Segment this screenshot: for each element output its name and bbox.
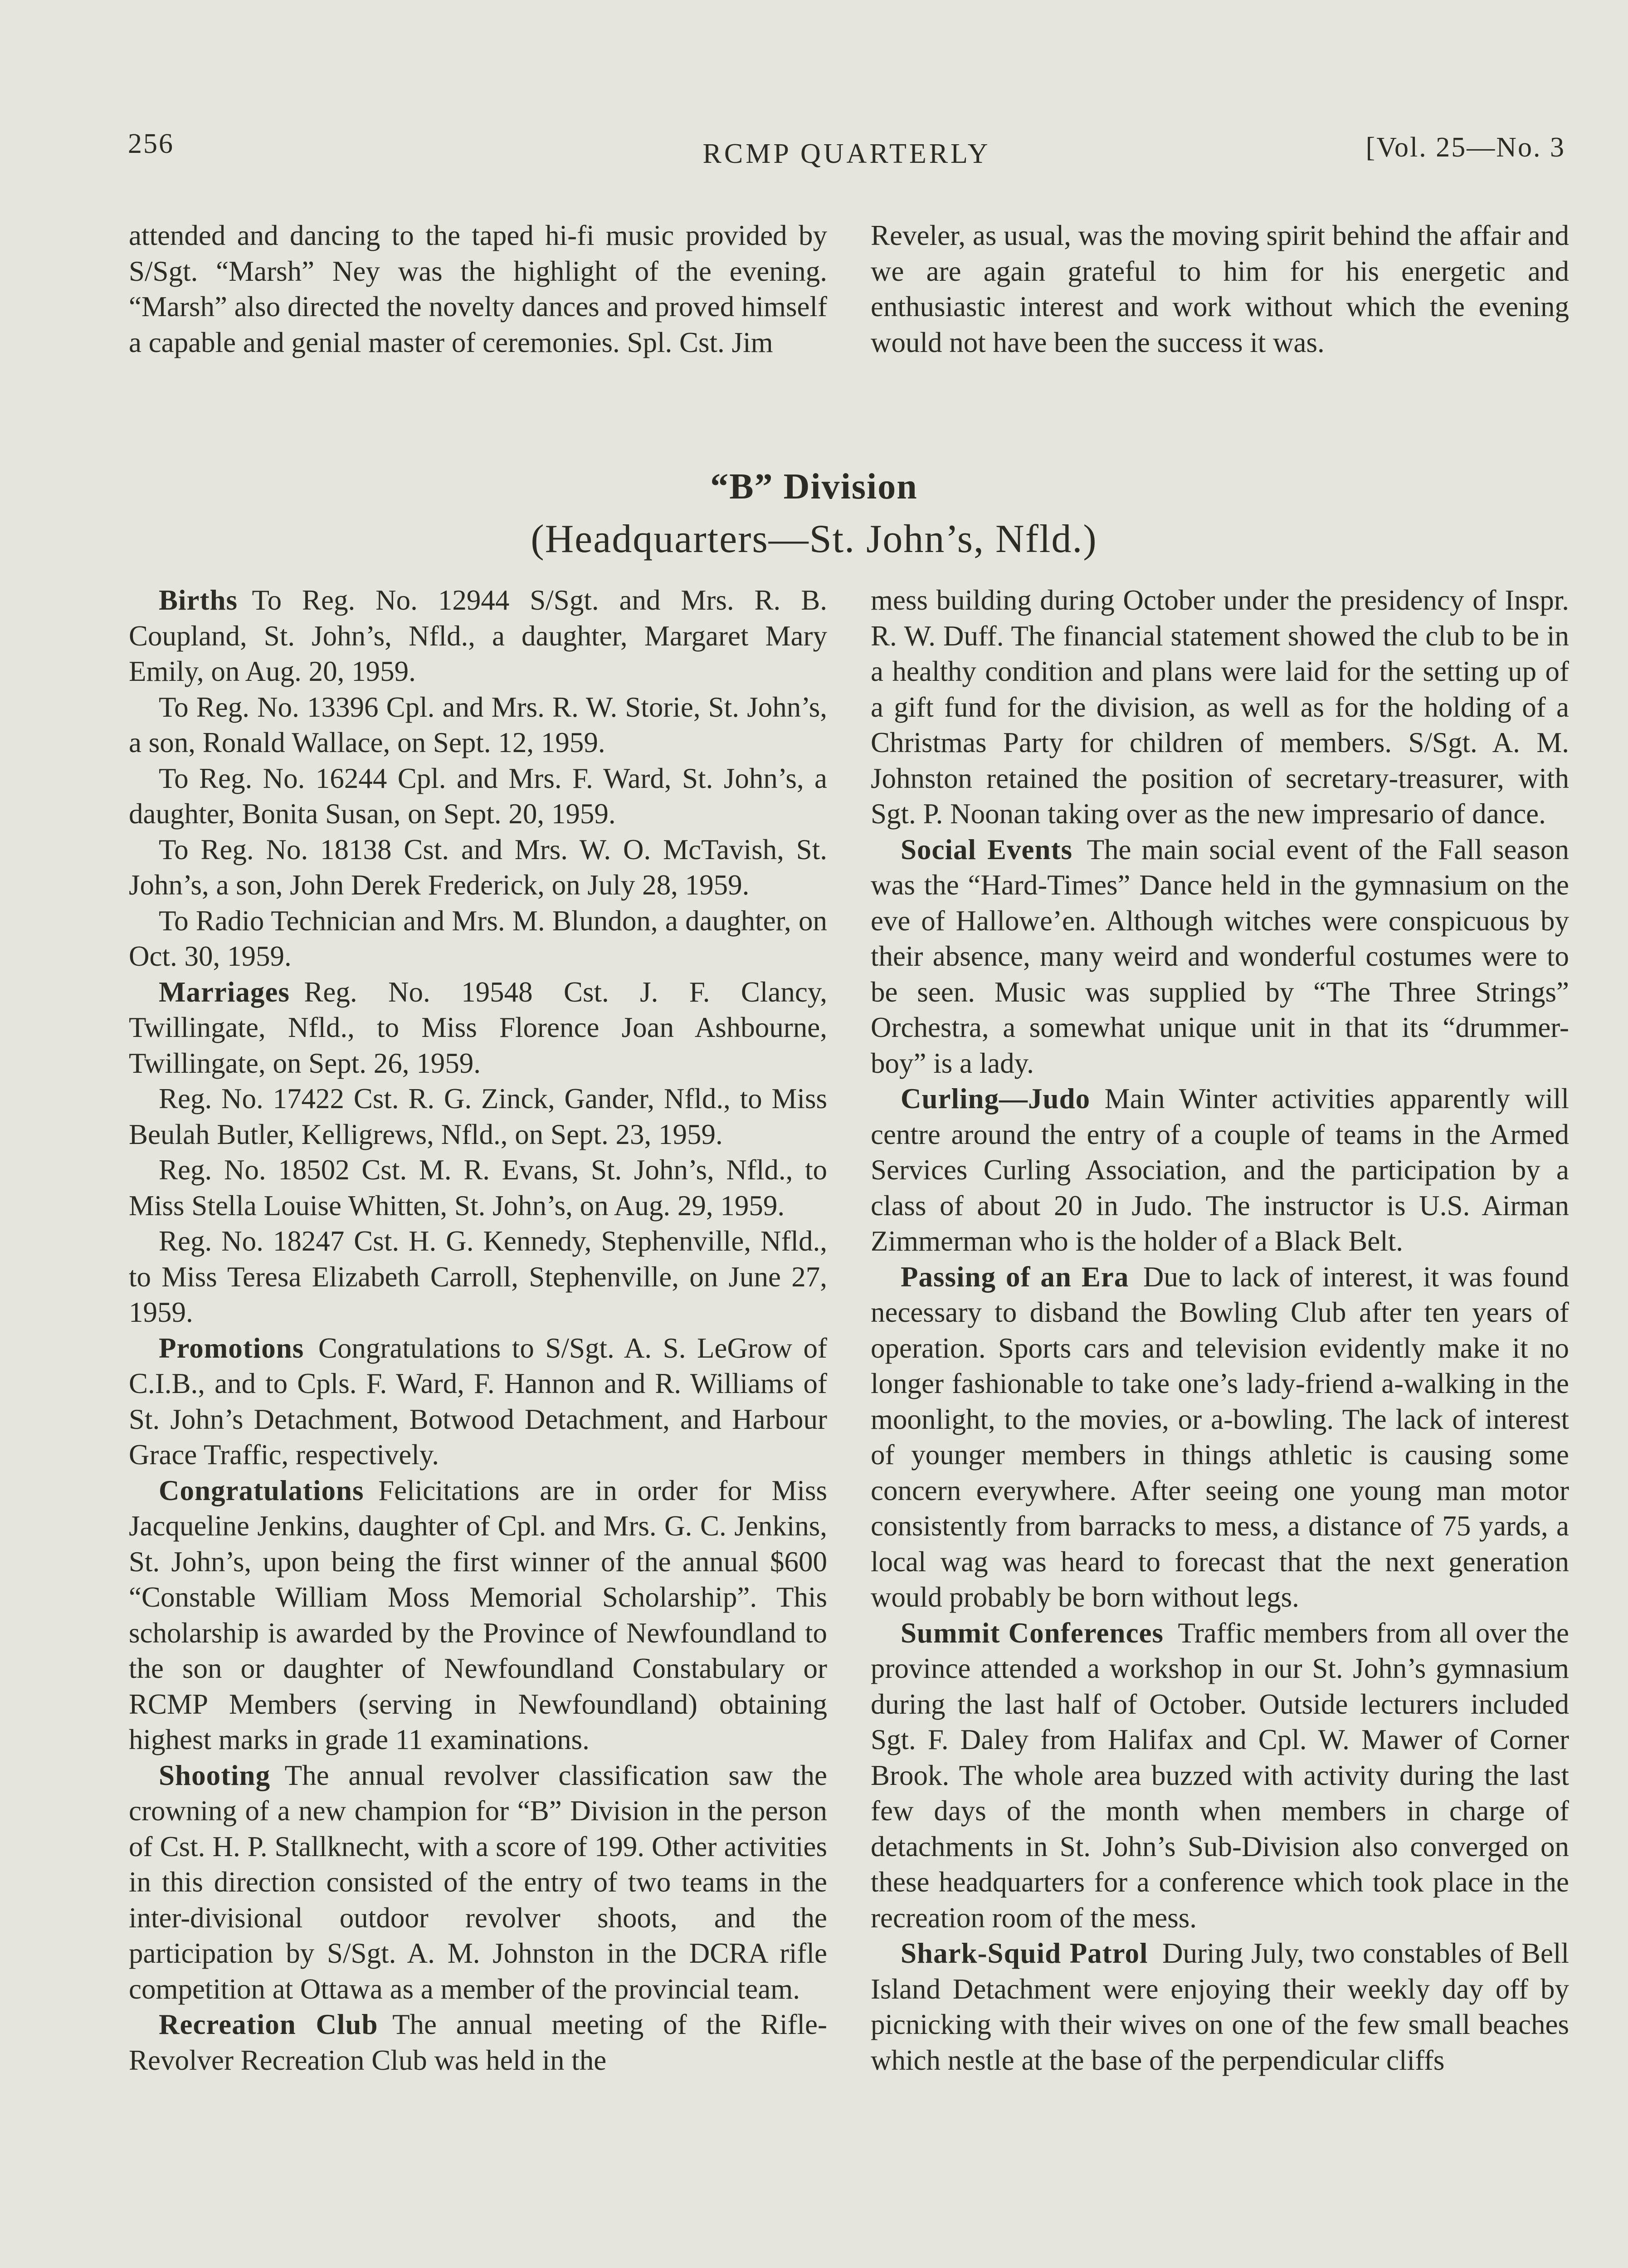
paragraph <box>129 1330 827 1473</box>
division-title: “B” Division <box>710 467 918 507</box>
paragraph-text: Congratulations to S/Sgt. A. S. LeGrow of C.I.B., and to Cpls. F. Ward, F. Hannon and R. Williams of St. John’s Detachment, Botwood Detachment, and Harbour Grace Traffic, respectively. <box>129 1332 827 1471</box>
paragraph-lead: Social Events <box>901 833 1072 865</box>
paragraph <box>129 974 827 1081</box>
paragraph-lead: Shooting <box>159 1759 271 1791</box>
paragraph <box>871 1259 1569 1615</box>
paragraph-lead: Shark-Squid Patrol <box>901 1937 1148 1969</box>
left-column <box>129 582 827 2078</box>
paragraph-text: The main social event of the Fall season was the “Hard-Times” Dance held in the gymnasium on the eve of Hallowe’en. Although witches were conspicuous by their absence, many weird and wonderful costumes were to be seen. Music was supplied by “The Three Strings” Orchestra, a somewhat unique unit in that its “drummer-boy” is a lady. <box>871 833 1569 1079</box>
paragraph <box>129 761 827 832</box>
paragraph <box>129 832 827 903</box>
paragraph-text: mess building during October under the presidency of Inspr. R. W. Duff. The financial statement showed the club to be in a healthy condition and plans were laid for the setting up of a gift fund for the division, as well as for the holding of a Christmas Party for children of members. S/Sgt. A. M. Johnston retained the position of secretary-treasurer, with Sgt. P. Noonan taking over as the new impresario of dance. <box>871 584 1569 830</box>
right-column <box>871 582 1569 2078</box>
paragraph-text: Reg. No. 18502 Cst. M. R. Evans, St. John’s, Nfld., to Miss Stella Louise Whitten, St. John’s, on Aug. 29, 1959. <box>129 1154 827 1222</box>
paragraph <box>129 689 827 761</box>
paragraph-text: Felicitations are in order for Miss Jacqueline Jenkins, daughter of Cpl. and Mrs. G. C. Jenkins, St. John’s, upon being the first winner of the annual $600 “Constable William Moss Memorial Scholarship”. This scholarship is awarded by the Province of Newfoundland to the son or daughter of Newfoundland Constabulary or RCMP Members (serving in Newfoundland) obtaining highest marks in grade 11 examinations. <box>129 1474 827 1755</box>
paragraph <box>871 1081 1569 1259</box>
paragraph-text: Traffic members from all over the province attended a workshop in our St. John’s gymnasium during the last half of October. Outside lecturers included Sgt. F. Daley from Halifax and Cpl. W. Mawer of Corner Brook. The whole area buzzed with activity during the last few days of the month when members in charge of detachments in St. John’s Sub-Division also converged on these headquarters for a conference which took place in the recreation room of the mess. <box>871 1617 1569 1934</box>
journal-title: RCMP QUARTERLY <box>702 138 991 169</box>
page-number: 256 <box>128 128 174 159</box>
paragraph-text: Reg. No. 17422 Cst. R. G. Zinck, Gander, Nfld., to Miss Beulah Butler, Kelligrews, Nfld., on Sept. 23, 1959. <box>129 1083 827 1150</box>
paragraph-text: During July, two constables of Bell Island Detachment were enjoying their weekly day off by picnicking with their wives on one of the few small beaches which nestle at the base of the perpendicular cliffs <box>871 1937 1570 2076</box>
running-head <box>128 128 1565 169</box>
paragraph <box>129 1758 827 2007</box>
paragraph <box>129 582 827 689</box>
paragraph-text: To Reg. No. 13396 Cpl. and Mrs. R. W. Storie, St. John’s, a son, Ronald Wallace, on Sept. 12, 1959. <box>129 691 827 758</box>
paragraph-text: Reg. No. 18247 Cst. H. G. Kennedy, Stephenville, Nfld., to Miss Teresa Elizabeth Carroll, Stephenville, on June 27, 1959. <box>129 1225 827 1328</box>
volume-issue: [Vol. 25—No. 3 <box>1365 132 1565 163</box>
paragraph <box>129 903 827 974</box>
paragraph-text: The annual revolver classification saw the crowning of a new champion for “B” Division in the person of Cst. H. P. Stallknecht, with a score of 199. Other activities in this direction consisted of the entry of two teams in the inter-divisional outdoor revolver shoots, and the participation by S/Sgt. A. M. Johnston in the DCRA rifle competition at Ottawa as a member of the provincial team. <box>129 1759 827 2005</box>
paragraph <box>871 1615 1569 1936</box>
paragraph <box>871 1936 1569 2078</box>
paragraph-text: To Reg. No. 16244 Cpl. and Mrs. F. Ward, St. John’s, a daughter, Bonita Susan, on Sept. 20, 1959. <box>129 762 827 830</box>
paragraph-text: Reg. No. 19548 Cst. J. F. Clancy, Twillingate, Nfld., to Miss Florence Joan Ashbourne, Twillingate, on Sept. 26, 1959. <box>129 976 827 1079</box>
continued-paragraph: Reveler, as usual, was the moving spirit behind the affair and we are again grateful to him for his energetic and enthusiastic interest and work without which the evening would not have been the success it was. <box>871 220 1569 358</box>
paragraph-lead: Summit Conferences <box>901 1617 1164 1649</box>
paragraph-lead: Curling—Judo <box>901 1083 1091 1114</box>
paragraph-text: Main Winter activities apparently will centre around the entry of a couple of teams in the Armed Services Curling Association, and the participation by a class of about 20 in Judo. The instructor is U.S. Airman Zimmerman who is the holder of a Black Belt. <box>871 1083 1569 1257</box>
continued-paragraph: attended and dancing to the taped hi-fi music provided by S/Sgt. “Marsh” Ney was the highlight of the evening. “Marsh” also directed the novelty dances and proved himself a capable and genial master of ceremonies. Spl. Cst. Jim <box>129 220 827 358</box>
paragraph-lead: Births <box>159 584 238 616</box>
paragraph-text: To Reg. No. 12944 S/Sgt. and Mrs. R. B. Coupland, St. John’s, Nfld., a daughter, Margaret Mary Emily, on Aug. 20, 1959. <box>129 584 827 687</box>
paragraph-text: To Reg. No. 18138 Cst. and Mrs. W. O. McTavish, St. John’s, a son, John Derek Frederick, on July 28, 1959. <box>129 833 827 901</box>
paragraph-text: To Radio Technician and Mrs. M. Blundon, a daughter, on Oct. 30, 1959. <box>129 904 827 972</box>
division-subtitle: (Headquarters—St. John’s, Nfld.) <box>531 517 1097 561</box>
paragraph-lead: Marriages <box>159 976 290 1008</box>
top-left-column <box>129 218 827 360</box>
paragraph-text: Due to lack of interest, it was found necessary to disband the Bowling Club after ten years of operation. Sports cars and television evidently make it no longer fashionable to take one’s lady-friend a-walking in the moonlight, to the movies, or a-bowling. The lack of interest of younger members in things athletic is causing some concern everywhere. After seeing one young man motor consistently from barracks to mess, a distance of 75 yards, a local wag was heard to forecast that the next generation would probably be born without legs. <box>871 1261 1570 1613</box>
paragraph-lead: Congratulations <box>159 1474 364 1506</box>
top-right-column <box>871 218 1569 360</box>
paragraph <box>129 1473 827 1758</box>
paragraph <box>129 1223 827 1330</box>
paragraph-text: The annual meeting of the Rifle-Revolver Recreation Club was held in the <box>129 2009 828 2076</box>
paragraph-lead: Passing of an Era <box>901 1261 1129 1293</box>
paragraph <box>129 1081 827 1152</box>
paragraph <box>871 582 1569 832</box>
paragraph-lead: Promotions <box>159 1332 304 1364</box>
paragraph <box>129 1152 827 1223</box>
paragraph <box>871 832 1569 1081</box>
paragraph <box>129 2007 827 2078</box>
paragraph-lead: Recreation Club <box>159 2009 378 2040</box>
